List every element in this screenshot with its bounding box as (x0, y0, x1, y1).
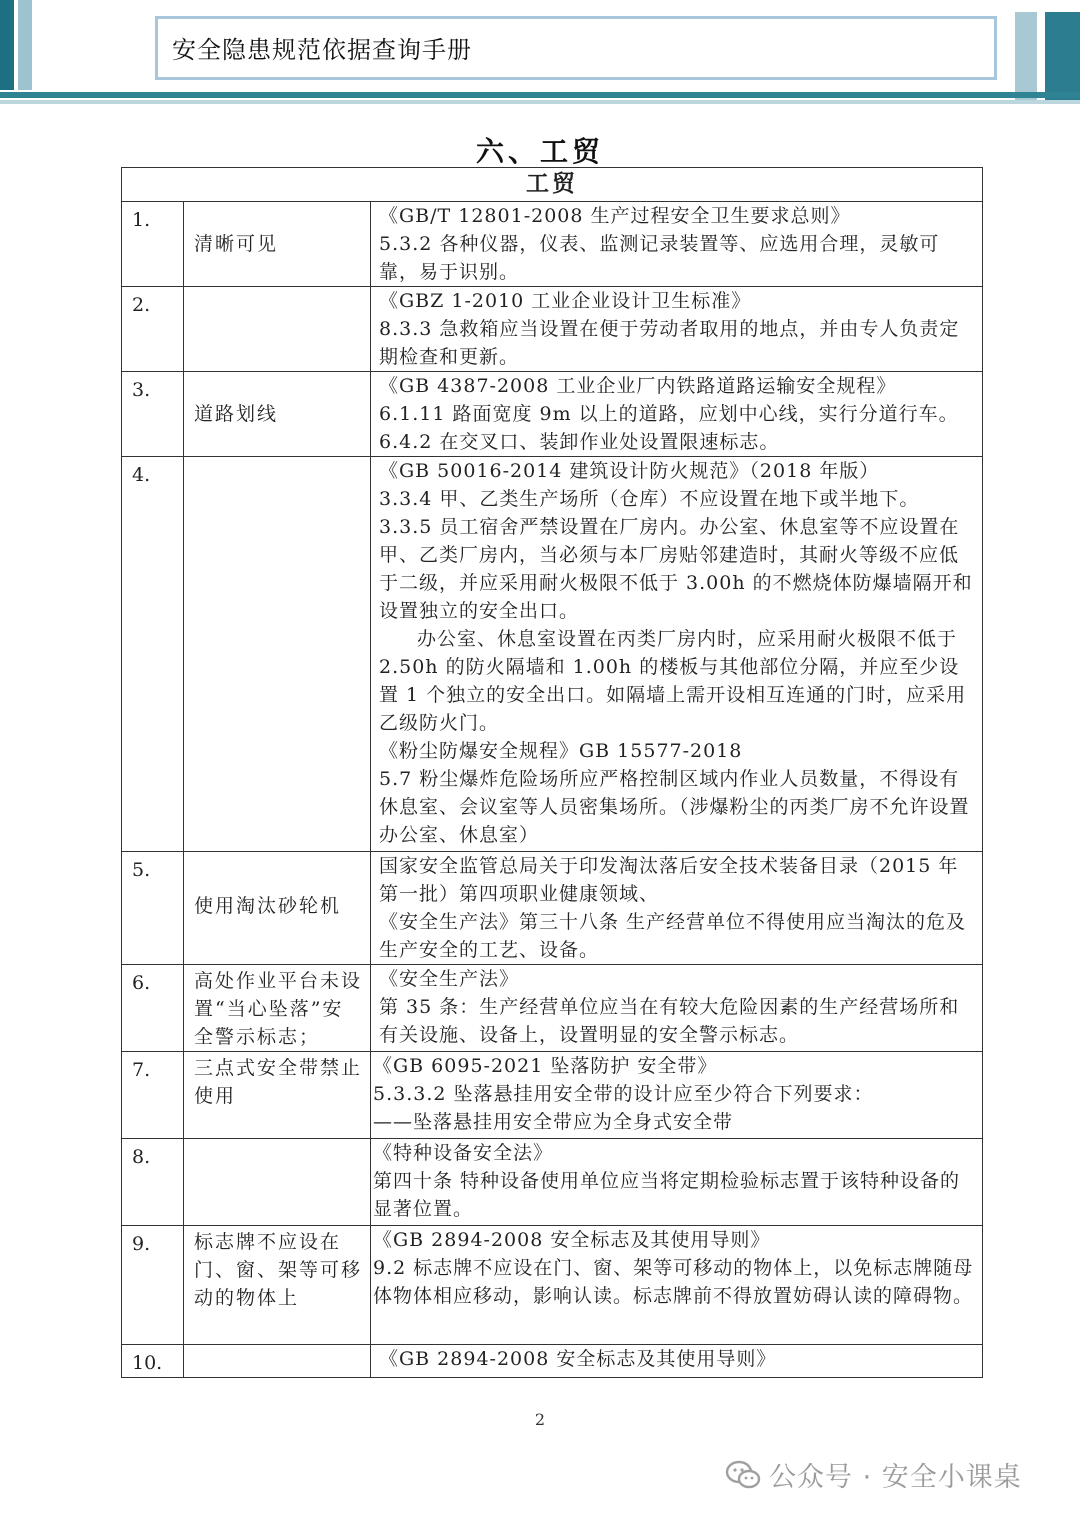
basis-line: 6.4.2 在交叉口、装卸作业处设置限速标志。 (379, 431, 780, 453)
basis-line: 《GB 4387-2008 工业企业厂内铁路道路运输安全规程》 (379, 375, 897, 397)
header-decor-bar (1015, 12, 1037, 104)
document-title: 安全隐患规范依据查询手册 (172, 36, 472, 64)
basis-line: 办公室、休息室设置在丙类厂房内时，应采用耐火极限不低于 2.50h 的防火隔墙和 1.00h 的楼板与其他部位分隔，并应至少设置 1 个独立的安全出口。如隔墙上需开设相互连通的门时，应采用乙级防火门。 (379, 628, 967, 734)
hazard-item: 道路划线 (184, 372, 371, 457)
table-row (122, 1052, 983, 1139)
table-heading: 工贸 (122, 168, 983, 202)
table-row (122, 202, 983, 287)
basis-line: 5.3.3.2 坠落悬挂用安全带的设计应至少符合下列要求： (373, 1083, 874, 1105)
hazard-item: 三点式安全带禁止使用 (184, 1052, 371, 1139)
regulation-basis (371, 202, 983, 287)
hazard-item: 使用淘汰砂轮机 (184, 852, 371, 965)
hazard-item (184, 287, 371, 372)
row-number: 7. (122, 1052, 184, 1139)
table-row (122, 852, 983, 965)
hazard-item: 高处作业平台未设置“当心坠落”安全警示标志； (184, 965, 371, 1052)
page-number: 2 (534, 1410, 546, 1429)
basis-line: 《GB 2894-2008 安全标志及其使用导则》 (379, 1348, 777, 1370)
table-row (122, 1226, 983, 1345)
row-number: 8. (122, 1139, 184, 1226)
basis-line: 5.7 粉尘爆炸危险场所应严格控制区域内作业人员数量，不得设有休息室、会议室等人员密集场所。（涉爆粉尘的丙类厂房不允许设置办公室、休息室） (379, 768, 970, 846)
basis-line: 3.3.5 员工宿舍严禁设置在厂房内。办公室、休息室等不应设置在甲、乙类厂房内，当必须与本厂房贴邻建造时，其耐火等级不应低于二级，并应采用耐火极限不低于 3.00h 的不燃烧体防爆墙隔开和设置独立的安全出口。 (379, 516, 973, 622)
watermark-text: 公众号 · 安全小课桌 (769, 1462, 1022, 1493)
basis-line: 《粉尘防爆安全规程》GB 15577-2018 (379, 740, 743, 762)
row-number: 2. (122, 287, 184, 372)
regulation-basis (371, 1139, 983, 1226)
row-number: 10. (122, 1345, 184, 1378)
basis-line: 第 35 条：生产经营单位应当在有较大危险因素的生产经营场所和有关设施、设备上，设置明显的安全警示标志。 (379, 996, 960, 1046)
row-number: 3. (122, 372, 184, 457)
hazard-item: 清晰可见 (184, 202, 371, 287)
regulation-basis (371, 457, 983, 852)
row-number: 9. (122, 1226, 184, 1345)
basis-line: 《特种设备安全法》 (373, 1142, 554, 1164)
header-decor-bar (18, 0, 32, 90)
basis-line: 第四十条 特种设备使用单位应当将定期检验标志置于该特种设备的显著位置。 (373, 1170, 961, 1220)
basis-line: 9.2 标志牌不应设在门、窗、架等可移动的物体上，以免标志牌随母体物体相应移动，影响认读。标志牌前不得放置妨碍认读的障碍物。 (373, 1257, 974, 1307)
table-row (122, 372, 983, 457)
row-number: 4. (122, 457, 184, 852)
regulation-basis (371, 287, 983, 372)
basis-line: 《GB 2894-2008 安全标志及其使用导则》 (373, 1229, 771, 1251)
basis-line: 《安全生产法》 (379, 968, 520, 990)
row-number: 6. (122, 965, 184, 1052)
basis-line: 《GB 50016-2014 建筑设计防火规范》（2018 年版） (379, 460, 880, 482)
regulation-basis (371, 372, 983, 457)
regulation-basis (371, 1052, 983, 1139)
hazard-item (184, 1139, 371, 1226)
basis-line: ——坠落悬挂用安全带应为全身式安全带 (373, 1111, 734, 1133)
header-rule (0, 100, 1080, 104)
basis-line: 8.3.3 急救箱应当设置在便于劳动者取用的地点，并由专人负责定期检查和更新。 (379, 318, 960, 368)
header-rule (0, 92, 1080, 98)
table-row (122, 457, 983, 852)
basis-line: 《GB/T 12801-2008 生产过程安全卫生要求总则》 (379, 205, 851, 227)
table-row (122, 965, 983, 1052)
regulation-basis (371, 965, 983, 1052)
basis-line: 6.1.11 路面宽度 9m 以上的道路，应划中心线，实行分道行车。 (379, 403, 959, 425)
header-decor-bar (0, 0, 14, 90)
watermark (725, 1455, 1022, 1494)
table-row (122, 1139, 983, 1226)
hazard-item: 标志牌不应设在门、窗、架等可移动的物体上 (184, 1226, 371, 1345)
regulation-basis (371, 852, 983, 965)
table-row (122, 287, 983, 372)
regulation-table (121, 167, 983, 1378)
hazard-item (184, 457, 371, 852)
basis-line: 5.3.2 各种仪器，仪表、监测记录装置等、应选用合理，灵敏可靠，易于识别。 (379, 233, 940, 283)
section-title: 六、工贸 (475, 135, 604, 168)
row-number: 5. (122, 852, 184, 965)
regulation-basis (371, 1345, 983, 1378)
table-header-row (122, 168, 983, 202)
table-row (122, 1345, 983, 1378)
row-number: 1. (122, 202, 184, 287)
wechat-icon (725, 1460, 761, 1490)
regulation-basis (371, 1226, 983, 1345)
basis-line: 《GBZ 1-2010 工业企业设计卫生标准》 (379, 290, 752, 312)
basis-line: 3.3.4 甲、乙类生产场所（仓库）不应设置在地下或半地下。 (379, 488, 920, 510)
header-decor-bar (1045, 12, 1080, 104)
basis-line: 《安全生产法》第三十八条 生产经营单位不得使用应当淘汰的危及生产安全的工艺、设备。 (379, 911, 967, 961)
hazard-item (184, 1345, 371, 1378)
basis-line: 国家安全监管总局关于印发淘汰落后安全技术装备目录（2015 年第一批）第四项职业健康领域、 (379, 855, 959, 905)
basis-line: 《GB 6095-2021 坠落防护 安全带》 (373, 1055, 718, 1077)
